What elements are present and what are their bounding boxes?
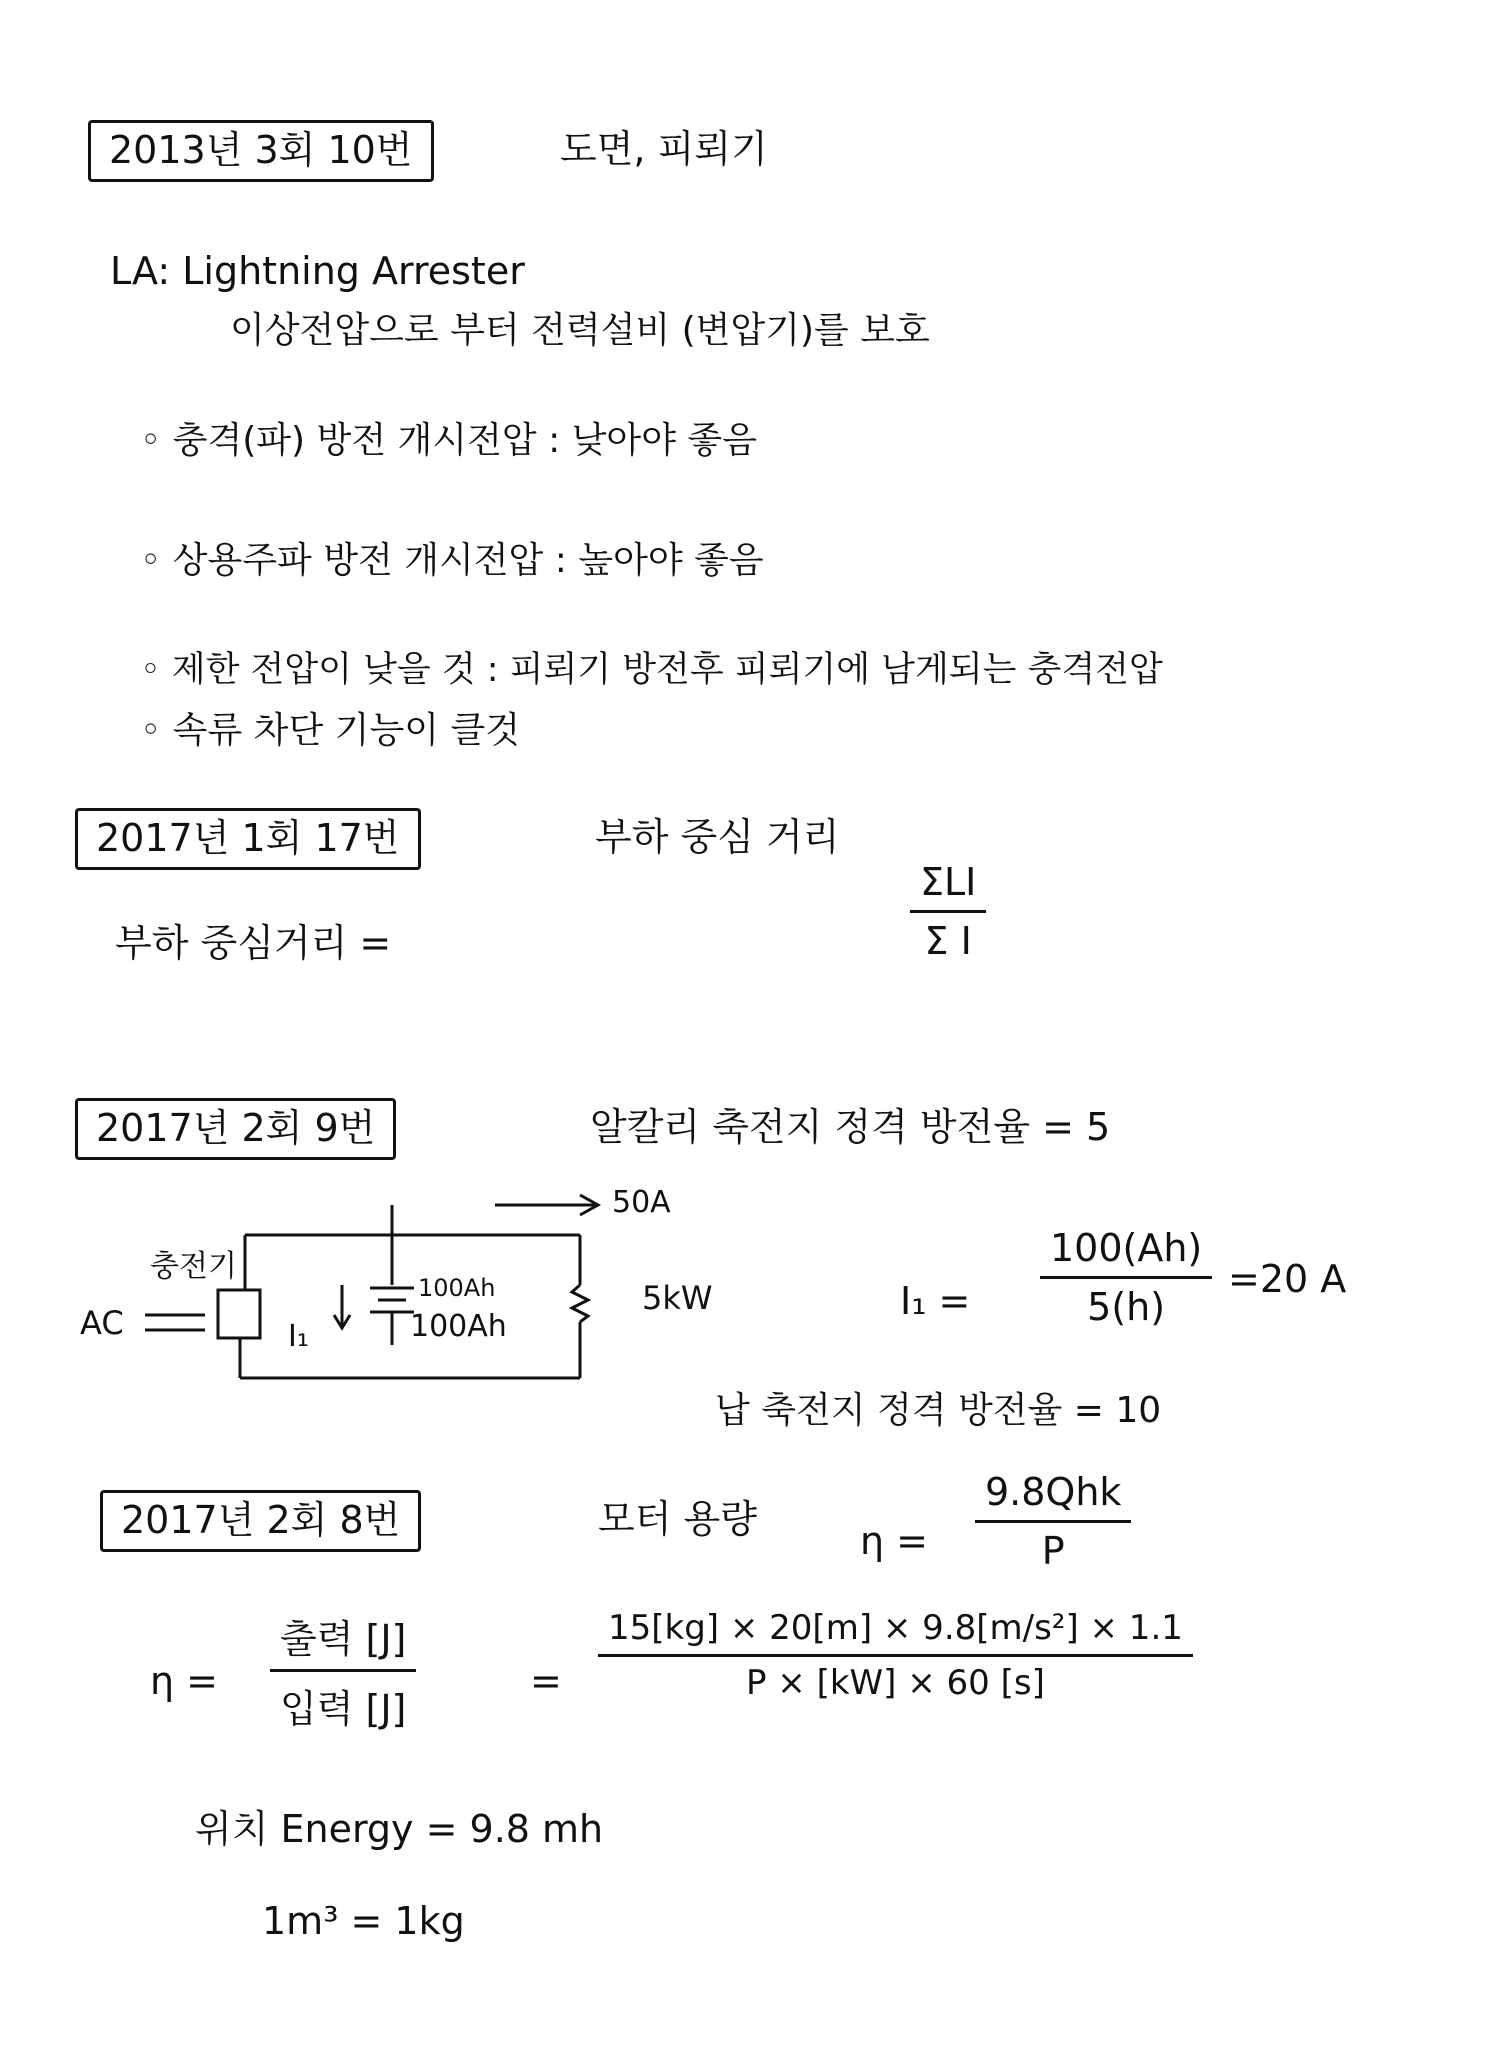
eta-lhs: η = bbox=[860, 1519, 929, 1563]
fraction-bar bbox=[598, 1654, 1193, 1657]
fraction-numerator: ΣLI bbox=[920, 860, 977, 904]
la-definition: LA: Lightning Arrester bbox=[110, 249, 525, 293]
section-header: 2013년 3회 10번 bbox=[88, 120, 434, 182]
formula-lhs: I₁ = bbox=[900, 1279, 971, 1323]
battery-label: 100Ah bbox=[418, 1274, 496, 1302]
current-label: 50A bbox=[612, 1185, 671, 1220]
formula-result: =20 A bbox=[1228, 1257, 1347, 1301]
unit-conversion-note: 1m³ = 1kg bbox=[262, 1899, 465, 1943]
potential-energy-note: 위치 Energy = 9.8 mh bbox=[195, 1807, 604, 1851]
fraction-denominator: P × [kW] × 60 [s] bbox=[746, 1663, 1045, 1703]
ac-label: AC bbox=[80, 1304, 124, 1342]
la-description: 이상전압으로 부터 전력설비 (변압기)를 보호 bbox=[230, 310, 930, 351]
section-title: 부하 중심 거리 bbox=[595, 815, 840, 859]
section-title: 알칼리 축전지 정격 방전율 = 5 bbox=[590, 1105, 1111, 1149]
battery-label: 100Ah bbox=[410, 1309, 507, 1344]
fraction-denominator: 입력 [J] bbox=[280, 1687, 407, 1731]
section-title: 도면, 피뢰기 bbox=[560, 127, 768, 171]
motor-capacity-fraction bbox=[598, 1608, 1193, 1703]
formula-label: 부하 중심거리 = bbox=[115, 921, 392, 965]
section-header: 2017년 2회 8번 bbox=[100, 1490, 421, 1552]
fraction-numerator: 15[kg] × 20[m] × 9.8[m/s²] × 1.1 bbox=[608, 1608, 1183, 1648]
fraction-denominator: 5(h) bbox=[1087, 1285, 1166, 1329]
bullet-item: ◦ 제한 전압이 낮을 것 : 피뢰기 방전후 피뢰기에 남게되는 충격전압 bbox=[140, 650, 1163, 690]
fraction-denominator: P bbox=[1041, 1529, 1065, 1573]
bullet-item: ◦ 속류 차단 기능이 클것 bbox=[140, 710, 520, 751]
battery-current-fraction bbox=[1040, 1226, 1212, 1329]
charger-label: 충전기 bbox=[150, 1249, 237, 1284]
equals-sign: = bbox=[530, 1659, 562, 1703]
fraction-numerator: 출력 [J] bbox=[280, 1617, 407, 1661]
bullet-item: ◦ 충격(파) 방전 개시전압 : 낮아야 좋음 bbox=[140, 420, 757, 461]
fraction-bar bbox=[1040, 1276, 1212, 1279]
fraction-numerator: 9.8Qhk bbox=[985, 1470, 1122, 1514]
fraction-denominator: Σ I bbox=[924, 919, 972, 963]
bullet-item: ◦ 상용주파 방전 개시전압 : 높아야 좋음 bbox=[140, 540, 764, 581]
load-label: 5kW bbox=[642, 1279, 713, 1317]
efficiency-fraction bbox=[270, 1608, 416, 1733]
fraction-numerator: 100(Ah) bbox=[1050, 1226, 1203, 1270]
eta-fraction bbox=[975, 1470, 1131, 1573]
section-title: 모터 용량 bbox=[598, 1497, 757, 1541]
section-header: 2017년 1회 17번 bbox=[75, 808, 421, 870]
i1-label: I₁ bbox=[288, 1319, 309, 1354]
lead-battery-note: 납 축전지 정격 방전율 = 10 bbox=[715, 1390, 1162, 1431]
fraction-bar bbox=[270, 1669, 416, 1672]
eta-lhs: η = bbox=[150, 1659, 219, 1703]
fraction-bar bbox=[975, 1520, 1131, 1523]
section-header: 2017년 2회 9번 bbox=[75, 1098, 396, 1160]
